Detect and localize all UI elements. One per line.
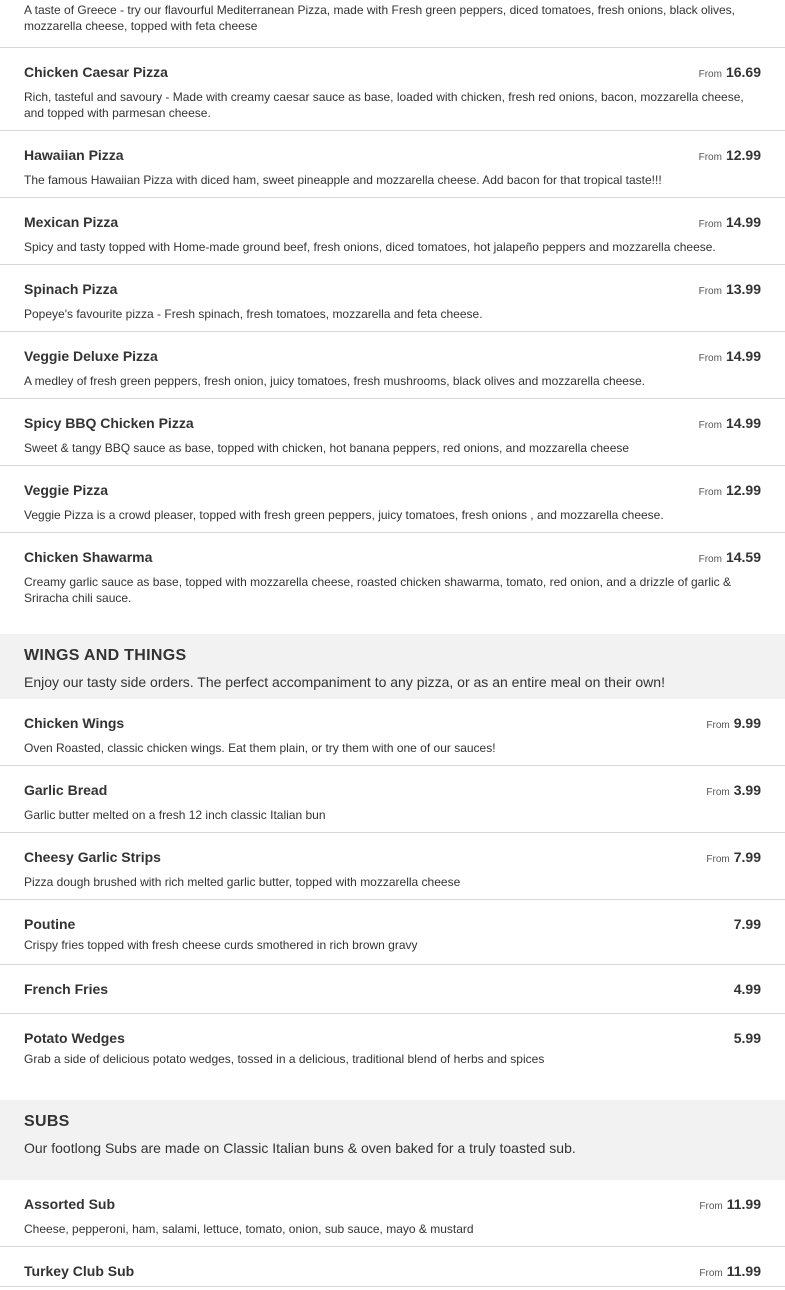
section-header-wings — [0, 634, 785, 699]
item-price: From 11.99 — [699, 1196, 761, 1212]
section-subtitle: Enjoy our tasty side orders. The perfect accompaniment to any pizza, or as an entire meal on their own! — [24, 674, 665, 690]
item-price: From 3.99 — [706, 782, 761, 798]
menu-item-assorted-sub[interactable] — [0, 1180, 785, 1247]
item-description: Spicy and tasty topped with Home-made ground beef, fresh onions, diced tomatoes, hot jalapeño peppers and mozzarella cheese. — [24, 240, 716, 254]
item-name: Veggie Pizza — [24, 482, 109, 498]
item-name: Turkey Club Sub — [24, 1263, 135, 1279]
item-price: From 11.99 — [699, 1263, 761, 1279]
item-name: Chicken Wings — [24, 715, 125, 731]
menu-item-potato-wedges[interactable] — [0, 1014, 785, 1068]
item-price: From 13.99 — [698, 281, 761, 297]
item-name: Poutine — [24, 916, 76, 932]
item-name: Veggie Deluxe Pizza — [24, 348, 158, 364]
item-name: Potato Wedges — [24, 1030, 125, 1046]
item-description: Garlic butter melted on a fresh 12 inch classic Italian bun — [24, 808, 326, 822]
item-name: Assorted Sub — [24, 1196, 116, 1212]
item-name: Chicken Shawarma — [24, 549, 153, 565]
item-description: Popeye's favourite pizza - Fresh spinach, fresh tomatoes, mozzarella and feta cheese. — [24, 307, 483, 321]
item-name: Spinach Pizza — [24, 281, 118, 297]
item-name: Garlic Bread — [24, 782, 108, 798]
item-description: A medley of fresh green peppers, fresh onion, juicy tomatoes, fresh mushrooms, black olives and mozzarella cheese. — [24, 374, 645, 388]
item-name: Mexican Pizza — [24, 214, 119, 230]
item-price: From 9.99 — [706, 715, 761, 731]
menu-item-spicy-bbq-chicken-pizza[interactable] — [0, 399, 785, 466]
item-description: Sweet & tangy BBQ sauce as base, topped with chicken, hot banana peppers, red onions, and mozzarella cheese — [24, 441, 630, 455]
menu-item-turkey-club-sub[interactable] — [0, 1247, 785, 1287]
menu-item-chicken-caesar-pizza[interactable] — [0, 48, 785, 131]
menu-item-spinach-pizza[interactable] — [0, 265, 785, 332]
item-name: French Fries — [24, 981, 109, 997]
menu-item-veggie-pizza[interactable] — [0, 466, 785, 533]
item-description: Veggie Pizza is a crowd pleaser, topped with fresh green peppers, juicy tomatoes, fresh onions , and mozzarella cheese. — [24, 508, 664, 522]
item-price: From 12.99 — [698, 147, 761, 163]
menu-item-veggie-deluxe-pizza[interactable] — [0, 332, 785, 399]
menu-item-mexican-pizza[interactable] — [0, 198, 785, 265]
section-header-subs — [0, 1100, 785, 1180]
item-name: Hawaiian Pizza — [24, 147, 124, 163]
menu-item-chicken-wings[interactable] — [0, 699, 785, 766]
item-name: Cheesy Garlic Strips — [24, 849, 161, 865]
item-price: From 14.99 — [698, 415, 761, 431]
menu-item-hawaiian-pizza[interactable] — [0, 131, 785, 198]
item-description: Creamy garlic sauce as base, topped with mozzarella cheese, roasted chicken shawarma, tomato, red onion, and a drizzle of garlic & Sriracha chili sauce. — [24, 575, 732, 605]
item-price: 5.99 — [733, 1030, 761, 1046]
item-name: Chicken Caesar Pizza — [24, 64, 168, 80]
item-price: 4.99 — [733, 981, 761, 997]
item-price: From 16.69 — [698, 64, 761, 80]
menu-item-cheesy-garlic-strips[interactable] — [0, 833, 785, 900]
item-price: From 12.99 — [698, 482, 761, 498]
item-price: From 14.99 — [698, 348, 761, 364]
item-description: Pizza dough brushed with rich melted garlic butter, topped with mozzarella cheese — [24, 875, 461, 889]
menu-item-chicken-shawarma[interactable] — [0, 533, 785, 616]
menu-item-poutine[interactable] — [0, 900, 785, 965]
menu-item-garlic-bread[interactable] — [0, 766, 785, 833]
item-description: Oven Roasted, classic chicken wings. Eat them plain, or try them with one of our sauces! — [24, 741, 496, 755]
menu-item-french-fries[interactable] — [0, 965, 785, 1014]
item-description: Grab a side of delicious potato wedges, tossed in a delicious, traditional blend of herbs and spices — [24, 1052, 545, 1066]
section-title: WINGS AND THINGS — [24, 647, 187, 664]
item-price: From 14.59 — [698, 549, 761, 565]
item-description: Cheese, pepperoni, ham, salami, lettuce, tomato, onion, sub sauce, mayo & mustard — [24, 1222, 474, 1236]
item-price: From 14.99 — [698, 214, 761, 230]
item-price: From 7.99 — [706, 849, 761, 865]
item-name: Spicy BBQ Chicken Pizza — [24, 415, 194, 431]
item-description: A taste of Greece - try our flavourful Mediterranean Pizza, made with Fresh green peppers, diced tomatoes, fresh onions, black olives, mozzarella cheese, topped with feta cheese — [0, 0, 785, 48]
section-subtitle: Our footlong Subs are made on Classic Italian buns & oven baked for a truly toasted sub. — [24, 1140, 576, 1156]
item-description: The famous Hawaiian Pizza with diced ham, sweet pineapple and mozzarella cheese. Add bacon for that tropical taste!!! — [24, 173, 662, 187]
item-description: Rich, tasteful and savoury - Made with creamy caesar sauce as base, loaded with chicken, fresh red onions, bacon, mozzarella cheese, and topped with parmesan cheese. — [24, 90, 744, 120]
section-title: SUBS — [24, 1113, 70, 1130]
item-price: 7.99 — [733, 916, 761, 932]
item-description: Crispy fries topped with fresh cheese curds smothered in rich brown gravy — [24, 938, 418, 952]
